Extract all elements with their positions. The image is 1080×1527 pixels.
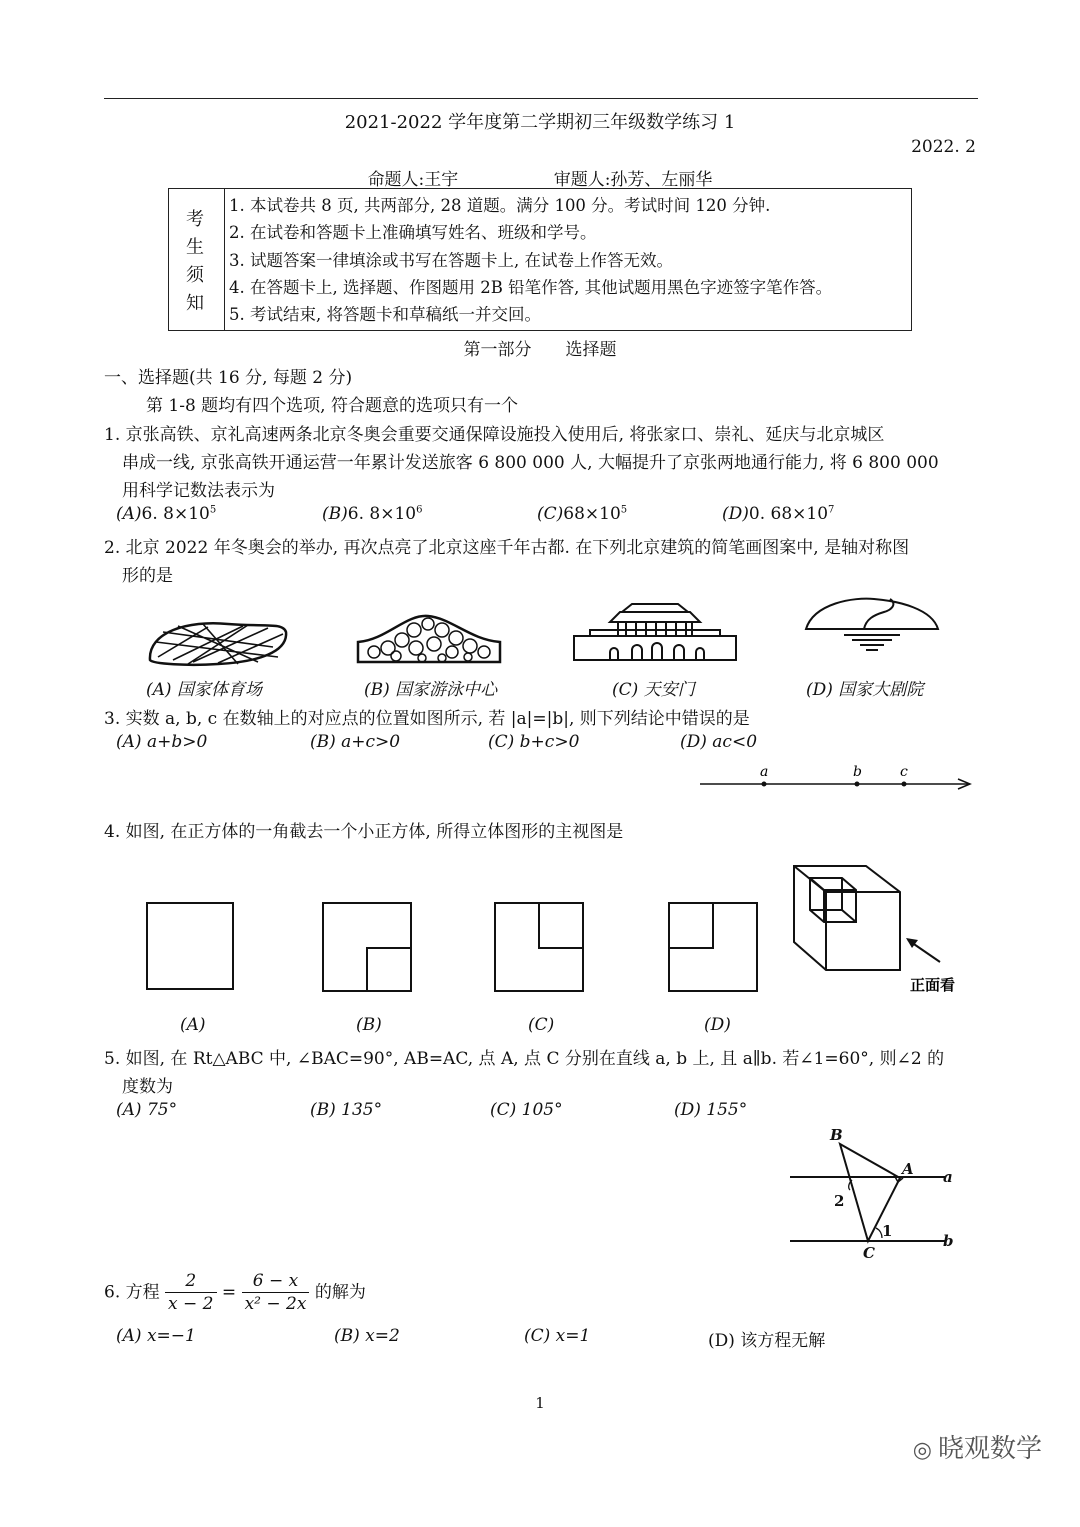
q4-line: 4. 如图, 在正方体的一角截去一个小正方体, 所得立体图形的主视图是	[104, 822, 624, 842]
notice-rule: 1. 本试卷共 8 页, 共两部分, 28 道题。满分 100 分。考试时间 120 分钟.	[229, 196, 771, 215]
angle-2-label: 2	[834, 1192, 845, 1210]
q4-option-a[interactable]: (A)	[180, 1015, 206, 1035]
q2-line: 2. 北京 2022 年冬奥会的举办, 再次点亮了北京这座千年古都. 在下列北京建筑的简笔画图案中, 是轴对称图	[104, 538, 910, 558]
q3-option-c[interactable]: (C) b+c>0	[488, 732, 580, 752]
q6-option-d[interactable]: (D) 该方程无解	[708, 1331, 826, 1351]
front-view-label: 正面看	[910, 976, 956, 994]
q2-line: 形的是	[122, 566, 173, 586]
section-instruction: 第 1-8 题均有四个选项, 符合题意的选项只有一个	[146, 396, 518, 416]
q2-caption-c[interactable]: (C) 天安门	[612, 680, 695, 700]
q6-rhs-fraction: $\frac{6 - x}{\text{x² − 2x}}$	[242, 1270, 310, 1315]
q4-view-c	[494, 902, 584, 992]
point-a	[762, 782, 767, 787]
q4-option-c[interactable]: (C)	[528, 1015, 555, 1035]
exam-authors	[0, 165, 1080, 190]
q3-option-d[interactable]: (D) ac<0	[680, 732, 758, 752]
q5-option-b[interactable]: (B) 135°	[310, 1100, 383, 1120]
q1-option-b[interactable]: (B)6. $8\times 10^6$	[322, 504, 423, 524]
grand-theatre-drawing	[804, 597, 940, 659]
q1-option-c[interactable]: $(C)68\times 10^5$	[537, 504, 628, 524]
notice-side-char: 须	[186, 265, 204, 286]
bird-nest-drawing	[148, 612, 288, 667]
q5-line: 5. 如图, 在 Rt△ABC 中, ∠BAC=90°, AB=AC, 点 A, 点 C 分别在直线 a, b 上, 且 a∥b. 若∠1=60°, 则∠2 的	[104, 1049, 945, 1069]
q1-line: 1. 京张高铁、京礼高速两条北京冬奥会重要交通保障设施投入使用后, 将张家口、崇礼、延庆与北京城区	[104, 425, 885, 445]
reviewer: 审题人:孙芳、左丽华	[553, 170, 713, 190]
part-heading: 第一部分 选择题	[463, 340, 617, 360]
label-a: a	[760, 764, 769, 780]
exam-date: 2022. 2	[911, 137, 976, 157]
water-cube-drawing	[356, 612, 502, 664]
label-b: b	[853, 764, 862, 780]
q3-option-a[interactable]: (A) a+b>0	[116, 732, 208, 752]
label-c: c	[900, 764, 908, 780]
q1-option-d[interactable]: (D)0. $68\times 10^7$	[722, 504, 835, 524]
vertex-a: A	[902, 1160, 914, 1178]
q5-option-c[interactable]: (C) 105°	[490, 1100, 563, 1120]
triangle-parallel-figure	[790, 1124, 960, 1264]
notice-side-label	[169, 189, 225, 330]
top-rule	[104, 98, 978, 99]
notice-side-char: 生	[186, 237, 204, 258]
q3-line: 3. 实数 a, b, c 在数轴上的对应点的位置如图所示, 若 |a|=|b|, 则下列结论中错误的是	[104, 709, 750, 729]
q6-line: 6. 方程 $\frac{2}{x - 2}$ = $\frac{6 - x}{\text{x² − 2x}}$ 的解为	[104, 1271, 366, 1314]
q4-view-a	[146, 902, 234, 990]
wechat-icon: ◎	[912, 1438, 932, 1463]
section-heading: 一、选择题(共 16 分, 每题 2 分)	[104, 368, 353, 388]
point-b	[855, 782, 860, 787]
notice-side-char: 知	[186, 293, 204, 314]
notice-rule: 2. 在试卷和答题卡上准确填写姓名、班级和学号。	[229, 223, 597, 243]
q1-line: 串成一线, 京张高铁开通运营一年累计发送旅客 6 800 000 人, 大幅提升了京张两地通行能力, 将 6 800 000	[122, 453, 939, 473]
page-number: 1	[535, 1394, 545, 1412]
watermark: ◎ 晓观数学	[912, 1434, 1042, 1464]
q2-caption-b[interactable]: (B) 国家游泳中心	[364, 680, 498, 700]
q5-line: 度数为	[122, 1077, 173, 1097]
cube-figure	[790, 862, 970, 994]
q6-option-b[interactable]: (B) x=2	[334, 1326, 400, 1346]
q2-caption-d[interactable]: (D) 国家大剧院	[806, 680, 924, 700]
line-b-label: b	[943, 1232, 954, 1250]
vertex-c: C	[863, 1244, 875, 1262]
q5-option-d[interactable]: (D) 155°	[674, 1100, 748, 1120]
q6-option-a[interactable]: (A) x=−1	[116, 1326, 196, 1346]
number-line	[700, 760, 972, 790]
q1-line: 用科学记数法表示为	[122, 481, 275, 501]
q3-option-b[interactable]: (B) a+c>0	[310, 732, 401, 752]
notice-rule: 5. 考试结束, 将答题卡和草稿纸一并交回。	[229, 305, 541, 325]
q4-option-b[interactable]: (B)	[356, 1015, 382, 1035]
author: 命题人:王宇	[367, 170, 459, 190]
q6-option-c[interactable]: (C) x=1	[524, 1326, 591, 1346]
q4-view-b	[322, 902, 412, 992]
notice-rules	[229, 192, 832, 328]
notice-box	[168, 188, 912, 331]
line-a-label: a	[943, 1168, 953, 1186]
vertex-b: B	[830, 1126, 843, 1144]
q5-option-a[interactable]: (A) 75°	[116, 1100, 178, 1120]
exam-title: 2021-2022 学年度第二学期初三年级数学练习 1	[344, 112, 736, 133]
q4-option-d[interactable]: (D)	[704, 1015, 731, 1035]
tiananmen-drawing	[570, 600, 740, 662]
q2-caption-a[interactable]: (A) 国家体育场	[146, 680, 262, 700]
q1-option-a[interactable]: (A)6. $8\times 10^5$	[116, 504, 217, 524]
q4-view-d	[668, 902, 758, 992]
q6-lhs-fraction: $\frac{2}{x - 2}$	[165, 1270, 216, 1315]
notice-rule: 3. 试题答案一律填涂或书写在答题卡上, 在试卷上作答无效。	[229, 250, 673, 270]
angle-1-label: 1	[882, 1222, 893, 1240]
notice-rule: 4. 在答题卡上, 选择题、作图题用 2B 铅笔作答, 其他试题用黑色字迹签字笔作答。	[229, 277, 833, 297]
point-c	[902, 782, 907, 787]
notice-side-char: 考	[186, 209, 204, 230]
